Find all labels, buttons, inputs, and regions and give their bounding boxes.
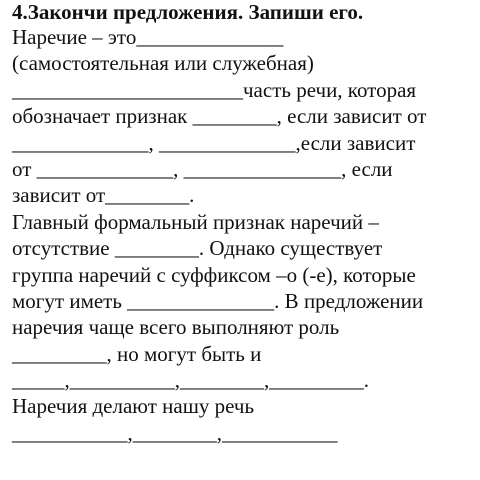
text-line-depends-blanks-2: от _____________, _______________, если bbox=[12, 156, 393, 181]
text-line-depends-on: зависит от________. bbox=[12, 183, 195, 208]
text-line-suffix-group: группа наречий с суффиксом –о (-е), которые bbox=[12, 262, 416, 287]
text-line-part-of-speech: ______________________часть речи, которая bbox=[12, 77, 417, 102]
text-line-main-formal-feature: Главный формальный признак наречий – bbox=[12, 209, 379, 234]
task-heading: 4.Закончи предложения. Запиши его. bbox=[12, 0, 364, 24]
text-line-blanks-list: _____,__________,________,_________. bbox=[12, 368, 369, 393]
text-line-depends-blanks-1: _____________, _____________,если зависит bbox=[12, 130, 416, 155]
text-line-absence: отсутствие ________. Однако существует bbox=[12, 236, 383, 261]
text-line-but-can-be: _________, но могут быть и bbox=[12, 341, 262, 366]
text-line-role-in-sentence: наречия чаще всего выполняют роль bbox=[12, 315, 340, 340]
text-line-denotes-feature: обозначает признак ________, если зависит от bbox=[12, 104, 427, 129]
text-line-final-blanks: ___________,________,___________ bbox=[12, 420, 338, 445]
text-line-adverb-definition: Наречие – это______________ bbox=[12, 25, 284, 49]
text-line-make-speech: Наречия делают нашу речь bbox=[12, 394, 255, 419]
exercise-text bbox=[12, 24, 470, 446]
text-line-may-have: могут иметь ______________. В предложении bbox=[12, 288, 424, 313]
text-line-independent-or-auxiliary: (самостоятельная или служебная) bbox=[12, 51, 314, 76]
